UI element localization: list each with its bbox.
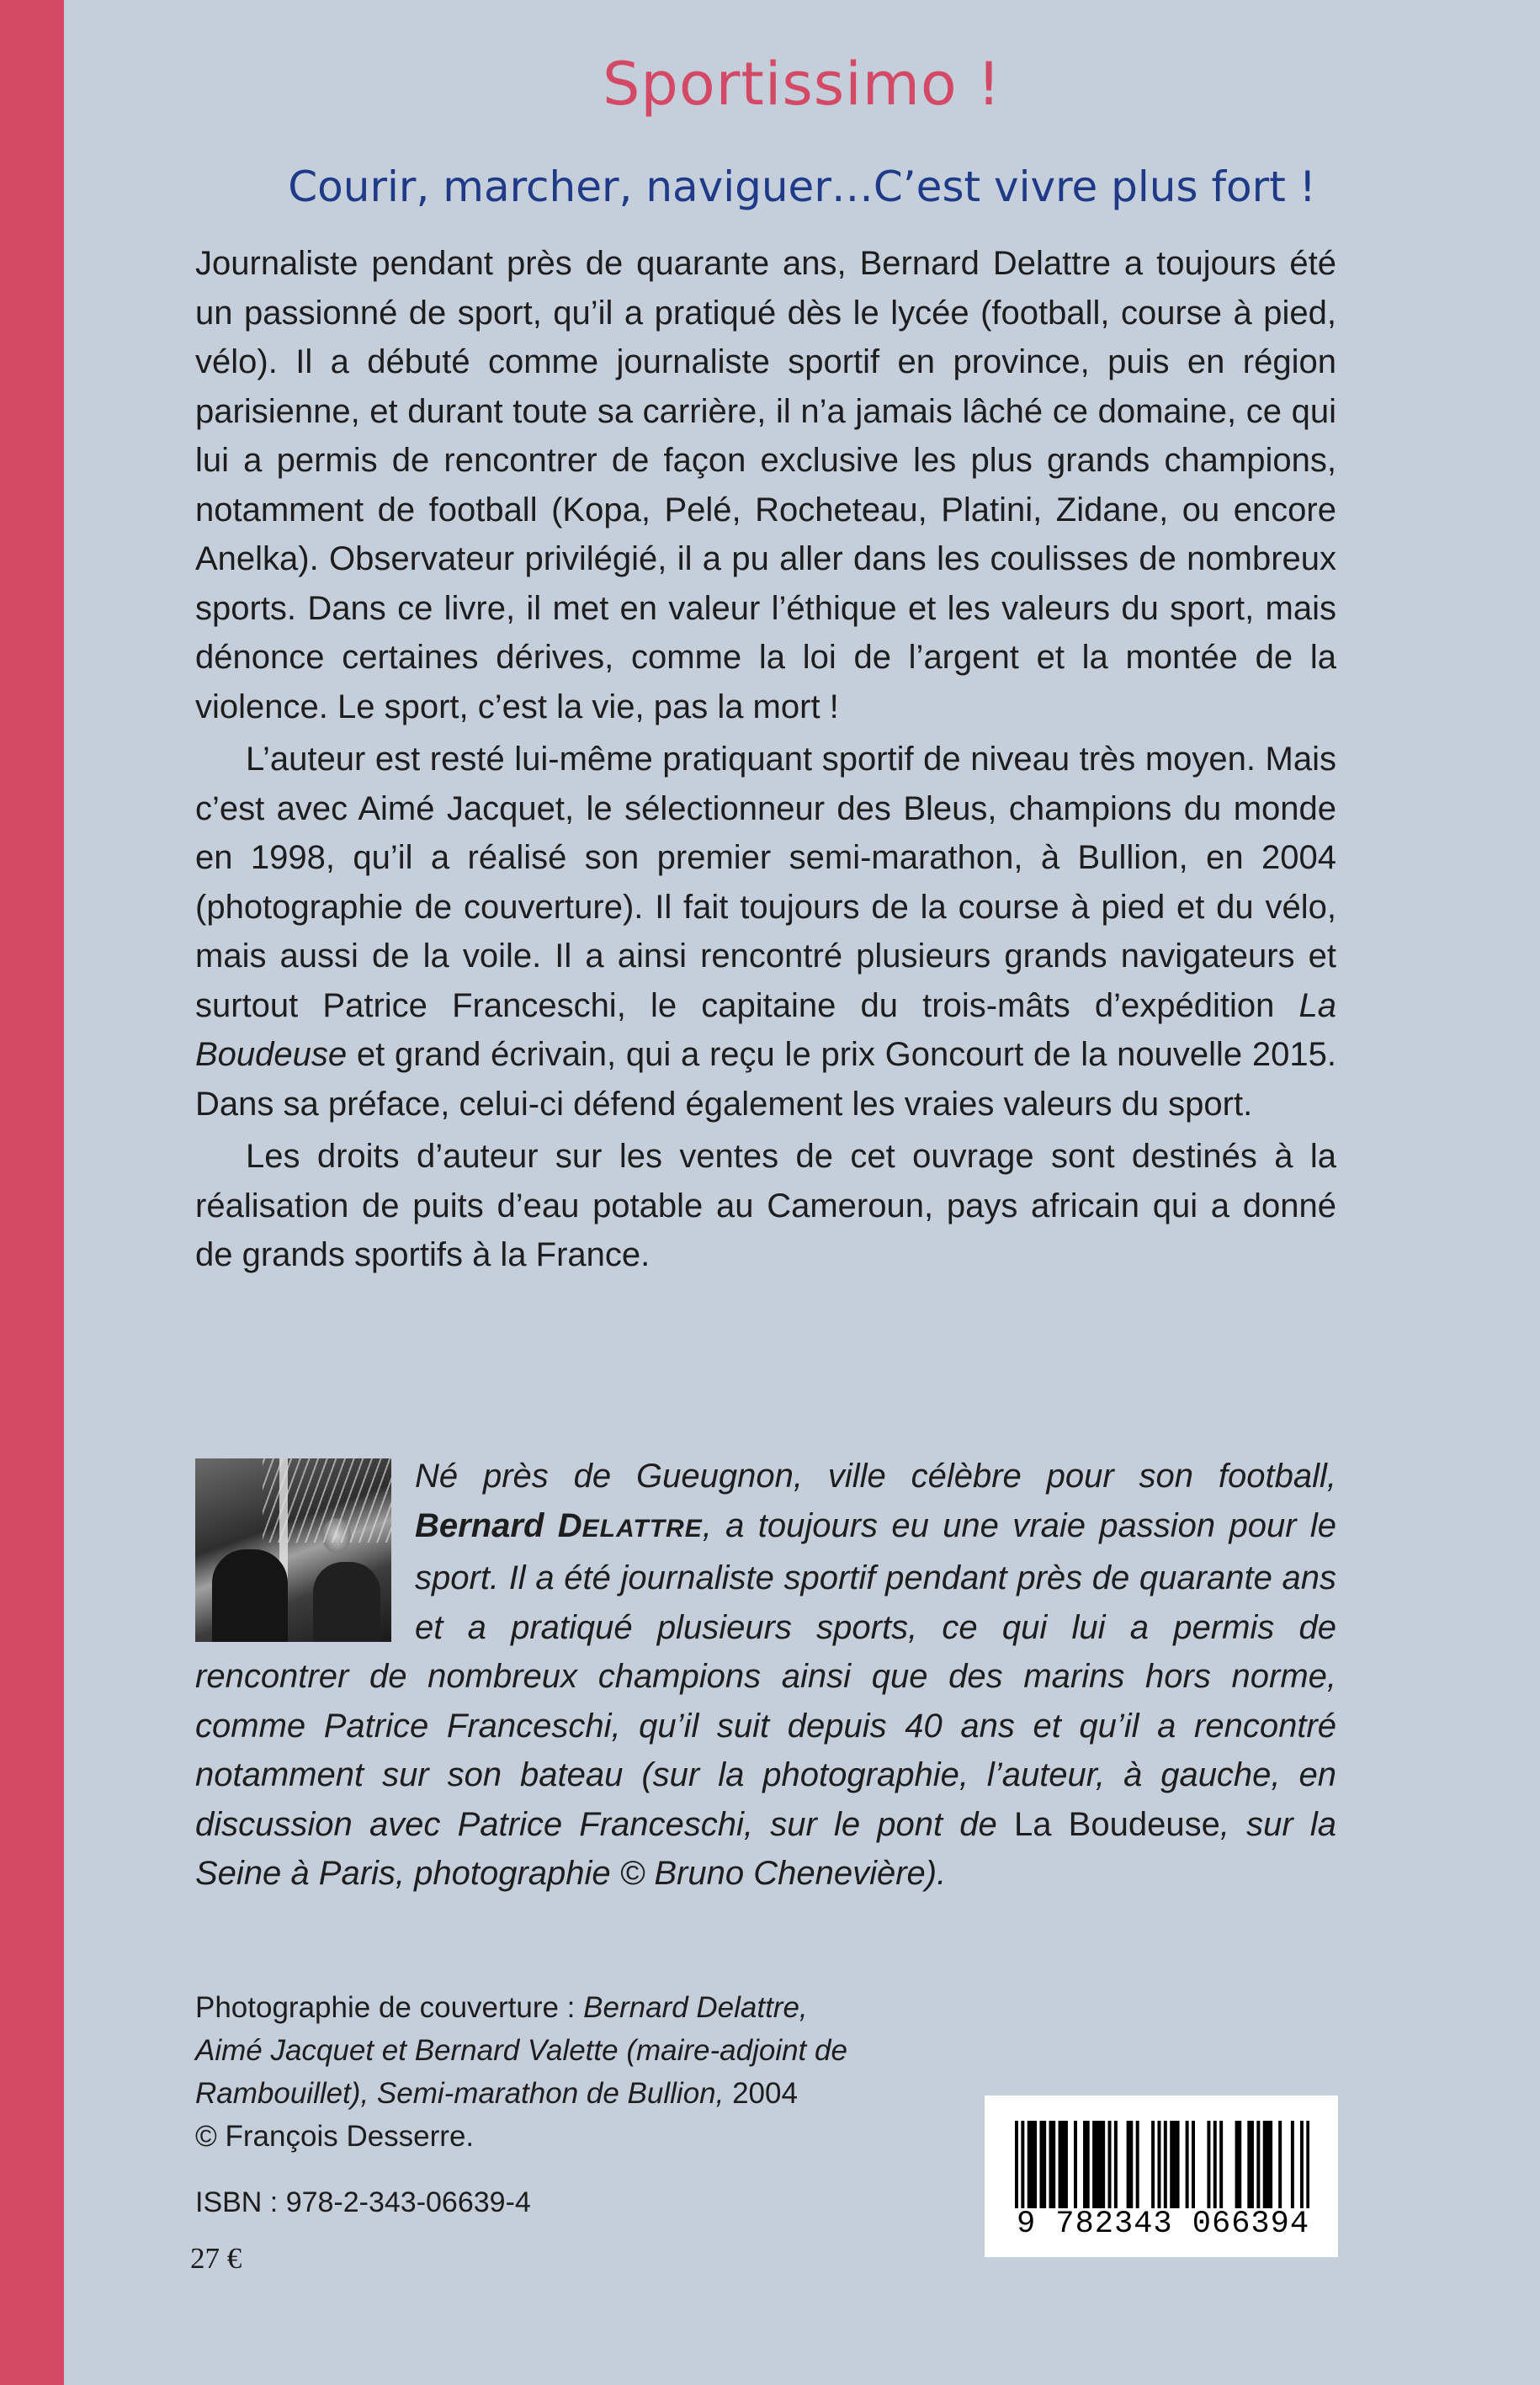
book-title: Sportissimo ! (602, 50, 1002, 119)
barcode-bar (1043, 2121, 1046, 2208)
barcode-bar (1157, 2121, 1160, 2208)
barcode-bar (1108, 2121, 1112, 2208)
barcode-bar (1306, 2121, 1309, 2208)
barcode-bar (1092, 2121, 1096, 2208)
summary-paragraph-1: Journaliste pendant près de quarante ans, Bernard Delattre a toujours été un passionné de sport, qu’il a pratiqué dès le lycée (football, course à pied, vélo). Il a débuté comme journaliste sportif en province, puis en région parisienne, et durant toute sa carrière, il n’a jamais lâché ce domaine, ce qui lui a permis de rencontrer de façon exclusive les plus grands champions, notamment de football (Kopa, Pelé, Rocheteau, Platini, Zidane, ou encore Anelka). Observateur privilégié, il a pu aller dans les coulisses de nombreux sports. Dans ce livre, il met en valeur l’éthique et les valeurs du sport, mais dénonce certaines dérives, comme la loi de l’argent et la montée de la violence. Le sport, c’est la vie, pas la mort ! (195, 245, 1336, 725)
ship-name: La Boudeuse (195, 986, 1336, 1073)
summary-paragraph-2-part-b: et grand écrivain, qui a reçu le prix Goncourt de la nouvelle 2015. Dans sa préface, celui-ci défend également les vraies valeurs du sport. (195, 1036, 1336, 1123)
barcode-bar (1278, 2121, 1282, 2208)
barcode-bar (1263, 2121, 1267, 2208)
barcode-bar (1251, 2121, 1254, 2208)
author-last-name-initial: D (557, 1506, 582, 1544)
barcode (985, 2096, 1338, 2257)
barcode-bar (1059, 2121, 1062, 2208)
barcode-bars (1015, 2121, 1309, 2208)
barcode-bar (1164, 2121, 1167, 2208)
barcode-bar (1207, 2121, 1210, 2208)
summary-paragraph-2 (195, 735, 1336, 1129)
barcode-bar (1083, 2121, 1086, 2208)
barcode-bar (1176, 2121, 1180, 2208)
author-first-name: Bernard (415, 1506, 558, 1544)
barcode-bar (1247, 2121, 1251, 2208)
barcode-bar (1235, 2121, 1239, 2208)
credits-caption: Bernard Delattre, Aimé Jacquet et Bernard Valette (maire-adjoint de Rambouillet), Semi-marathon de Bullion, (195, 1991, 847, 2110)
author-photo (195, 1458, 391, 1642)
author-last-name-rest: ELATTRE (581, 1514, 703, 1543)
barcode-bar (1052, 2121, 1055, 2208)
barcode-bar (1300, 2121, 1304, 2208)
barcode-bar (1219, 2121, 1223, 2208)
barcode-bar (1114, 2121, 1118, 2208)
spine-stripe (0, 0, 64, 2385)
bio-text-b: , sur la Seine à Paris, photographie © Bruno Chenevière). (195, 1805, 1337, 1892)
barcode-bar (1096, 2121, 1099, 2208)
barcode-bar (1170, 2121, 1173, 2208)
barcode-bar (1266, 2121, 1269, 2208)
summary-paragraph-2-part-a: L’auteur est resté lui-même pratiquant sportif de niveau très moyen. Mais c’est avec Aimé Jacquet, le sélectionneur des Bleus, champions du monde en 1998, qu’il a réalisé son premier semi-marathon, à Bullion, en 2004 (photographie de couverture). Il fait toujours de la course à pied et du vélo, mais aussi de la voile. Il a ainsi rencontré plusieurs grands navigateurs et surtout Patrice Franceschi, le capitaine du trois-mâts d’expédition (195, 741, 1336, 1024)
barcode-bar (1269, 2121, 1272, 2208)
barcode-bar (1061, 2121, 1065, 2208)
author-name (415, 1507, 703, 1544)
barcode-bar (1102, 2121, 1105, 2208)
summary-text (195, 239, 1336, 1283)
barcode-bar (1173, 2121, 1176, 2208)
barcode-bar (1151, 2121, 1155, 2208)
barcode-bar (1127, 2121, 1130, 2208)
price: 27 € (190, 2242, 242, 2275)
barcode-bar (1028, 2121, 1031, 2208)
barcode-bar (1291, 2121, 1294, 2208)
barcode-bar (1192, 2121, 1195, 2208)
barcode-bar (1086, 2121, 1090, 2208)
credits-label: Photographie de couverture : (195, 1991, 584, 2024)
credits-year: 2004 (724, 2077, 798, 2110)
barcode-bar (1136, 2121, 1139, 2208)
barcode-bar (1030, 2121, 1033, 2208)
barcode-bar (1021, 2121, 1024, 2208)
barcode-bar (1049, 2121, 1053, 2208)
barcode-digits: 9 782343 066394 (1016, 2207, 1310, 2242)
barcode-bar (1033, 2121, 1037, 2208)
summary-paragraph-3: Les droits d’auteur sur les ventes de cet ouvrage sont destinés à la réalisation de puits d’eau potable au Cameroun, pays africain qui a donné de grands sportifs à la France. (195, 1138, 1336, 1273)
photo-credits (195, 1986, 852, 2158)
book-subtitle: Courir, marcher, naviguer…C’est vivre plus fort ! (288, 162, 1316, 211)
barcode-bar (1186, 2121, 1189, 2208)
barcode-bar (1238, 2121, 1241, 2208)
photo-person-left (212, 1549, 288, 1642)
bio-text-a: , a toujours eu une vraie passion pour le sport. Il a été journaliste sportif pendant près de quarante ans et a pratiqué plusieurs sports, ce qui lui a permis de rencontrer de nombreux champions ainsi que des marins hors norme, comme Patrice Franceschi, qu’il suit depuis 40 ans et qu’il a rencontré notamment sur son bateau (sur la photographie, l’auteur, à gauche, en discussion avec Patrice Franceschi, sur le pont de (195, 1506, 1337, 1843)
barcode-bar (1213, 2121, 1217, 2208)
photo-person-right (313, 1562, 380, 1642)
barcode-bar (1015, 2121, 1018, 2208)
barcode-bar (1065, 2121, 1068, 2208)
barcode-bar (1074, 2121, 1077, 2208)
credits-copyright: © François Desserre. (195, 2120, 475, 2153)
barcode-bar (1098, 2121, 1102, 2208)
bio-ship-name: La Boudeuse (1013, 1805, 1220, 1843)
author-bio (195, 1452, 1336, 1899)
barcode-bar (1129, 2121, 1133, 2208)
bio-intro: Né près de Gueugnon, ville célèbre pour son football, (415, 1458, 1336, 1495)
barcode-bar (1256, 2121, 1260, 2208)
barcode-bar (1039, 2121, 1043, 2208)
isbn: ISBN : 978-2-343-06639-4 (195, 2186, 531, 2218)
